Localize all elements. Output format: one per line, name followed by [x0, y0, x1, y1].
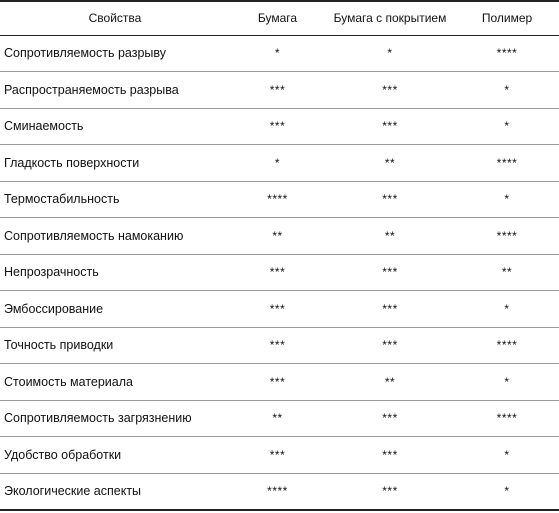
- property-cell: Точность приводки: [0, 327, 230, 364]
- property-cell: Сминаемость: [0, 108, 230, 145]
- table-row: [0, 35, 559, 72]
- property-cell: Распространяемость разрыва: [0, 72, 230, 109]
- polymer-rating: *: [455, 181, 559, 218]
- header-row: [0, 1, 559, 35]
- paper-rating: ***: [230, 364, 325, 401]
- coated-rating: ***: [325, 254, 455, 291]
- property-cell: Удобство обработки: [0, 437, 230, 474]
- property-cell: Сопротивляемость разрыву: [0, 35, 230, 72]
- paper-rating: ***: [230, 327, 325, 364]
- table-row: [0, 327, 559, 364]
- coated-rating: ***: [325, 327, 455, 364]
- coated-rating: ***: [325, 181, 455, 218]
- table-row: [0, 218, 559, 255]
- paper-rating: *: [230, 145, 325, 182]
- paper-rating: **: [230, 218, 325, 255]
- coated-rating: **: [325, 364, 455, 401]
- table-row: [0, 145, 559, 182]
- table-row: [0, 291, 559, 328]
- coated-rating: **: [325, 218, 455, 255]
- polymer-rating: *: [455, 72, 559, 109]
- header-paper: Бумага: [230, 1, 325, 35]
- polymer-rating: *: [455, 473, 559, 510]
- property-cell: Стоимость материала: [0, 364, 230, 401]
- property-cell: Непрозрачность: [0, 254, 230, 291]
- property-cell: Экологические аспекты: [0, 473, 230, 510]
- table-body: [0, 35, 559, 510]
- polymer-rating: ****: [455, 327, 559, 364]
- table-row: [0, 437, 559, 474]
- polymer-rating: *: [455, 364, 559, 401]
- polymer-rating: ****: [455, 145, 559, 182]
- paper-rating: *: [230, 35, 325, 72]
- polymer-rating: **: [455, 254, 559, 291]
- property-cell: Гладкость поверхности: [0, 145, 230, 182]
- table-row: [0, 108, 559, 145]
- coated-rating: ***: [325, 473, 455, 510]
- property-cell: Эмбоссирование: [0, 291, 230, 328]
- coated-rating: *: [325, 35, 455, 72]
- coated-rating: ***: [325, 400, 455, 437]
- polymer-rating: *: [455, 108, 559, 145]
- paper-rating: ***: [230, 72, 325, 109]
- table-row: [0, 181, 559, 218]
- coated-rating: **: [325, 145, 455, 182]
- paper-rating: ***: [230, 254, 325, 291]
- table-row: [0, 254, 559, 291]
- polymer-rating: ****: [455, 35, 559, 72]
- property-cell: Сопротивляемость намоканию: [0, 218, 230, 255]
- polymer-rating: ****: [455, 400, 559, 437]
- paper-rating: **: [230, 400, 325, 437]
- table-header: [0, 1, 559, 35]
- polymer-rating: ****: [455, 218, 559, 255]
- polymer-rating: *: [455, 437, 559, 474]
- coated-rating: ***: [325, 72, 455, 109]
- header-polymer: Полимер: [455, 1, 559, 35]
- table-row: [0, 400, 559, 437]
- property-cell: Термостабильность: [0, 181, 230, 218]
- header-coated-paper: Бумага с покрытием: [325, 1, 455, 35]
- paper-rating: ***: [230, 437, 325, 474]
- table-row: [0, 364, 559, 401]
- coated-rating: ***: [325, 291, 455, 328]
- polymer-rating: *: [455, 291, 559, 328]
- property-cell: Сопротивляемость загрязнению: [0, 400, 230, 437]
- paper-rating: ****: [230, 181, 325, 218]
- coated-rating: ***: [325, 437, 455, 474]
- header-properties: Свойства: [0, 1, 230, 35]
- table-row: [0, 473, 559, 510]
- table-row: [0, 72, 559, 109]
- coated-rating: ***: [325, 108, 455, 145]
- paper-rating: ***: [230, 291, 325, 328]
- paper-rating: ****: [230, 473, 325, 510]
- paper-rating: ***: [230, 108, 325, 145]
